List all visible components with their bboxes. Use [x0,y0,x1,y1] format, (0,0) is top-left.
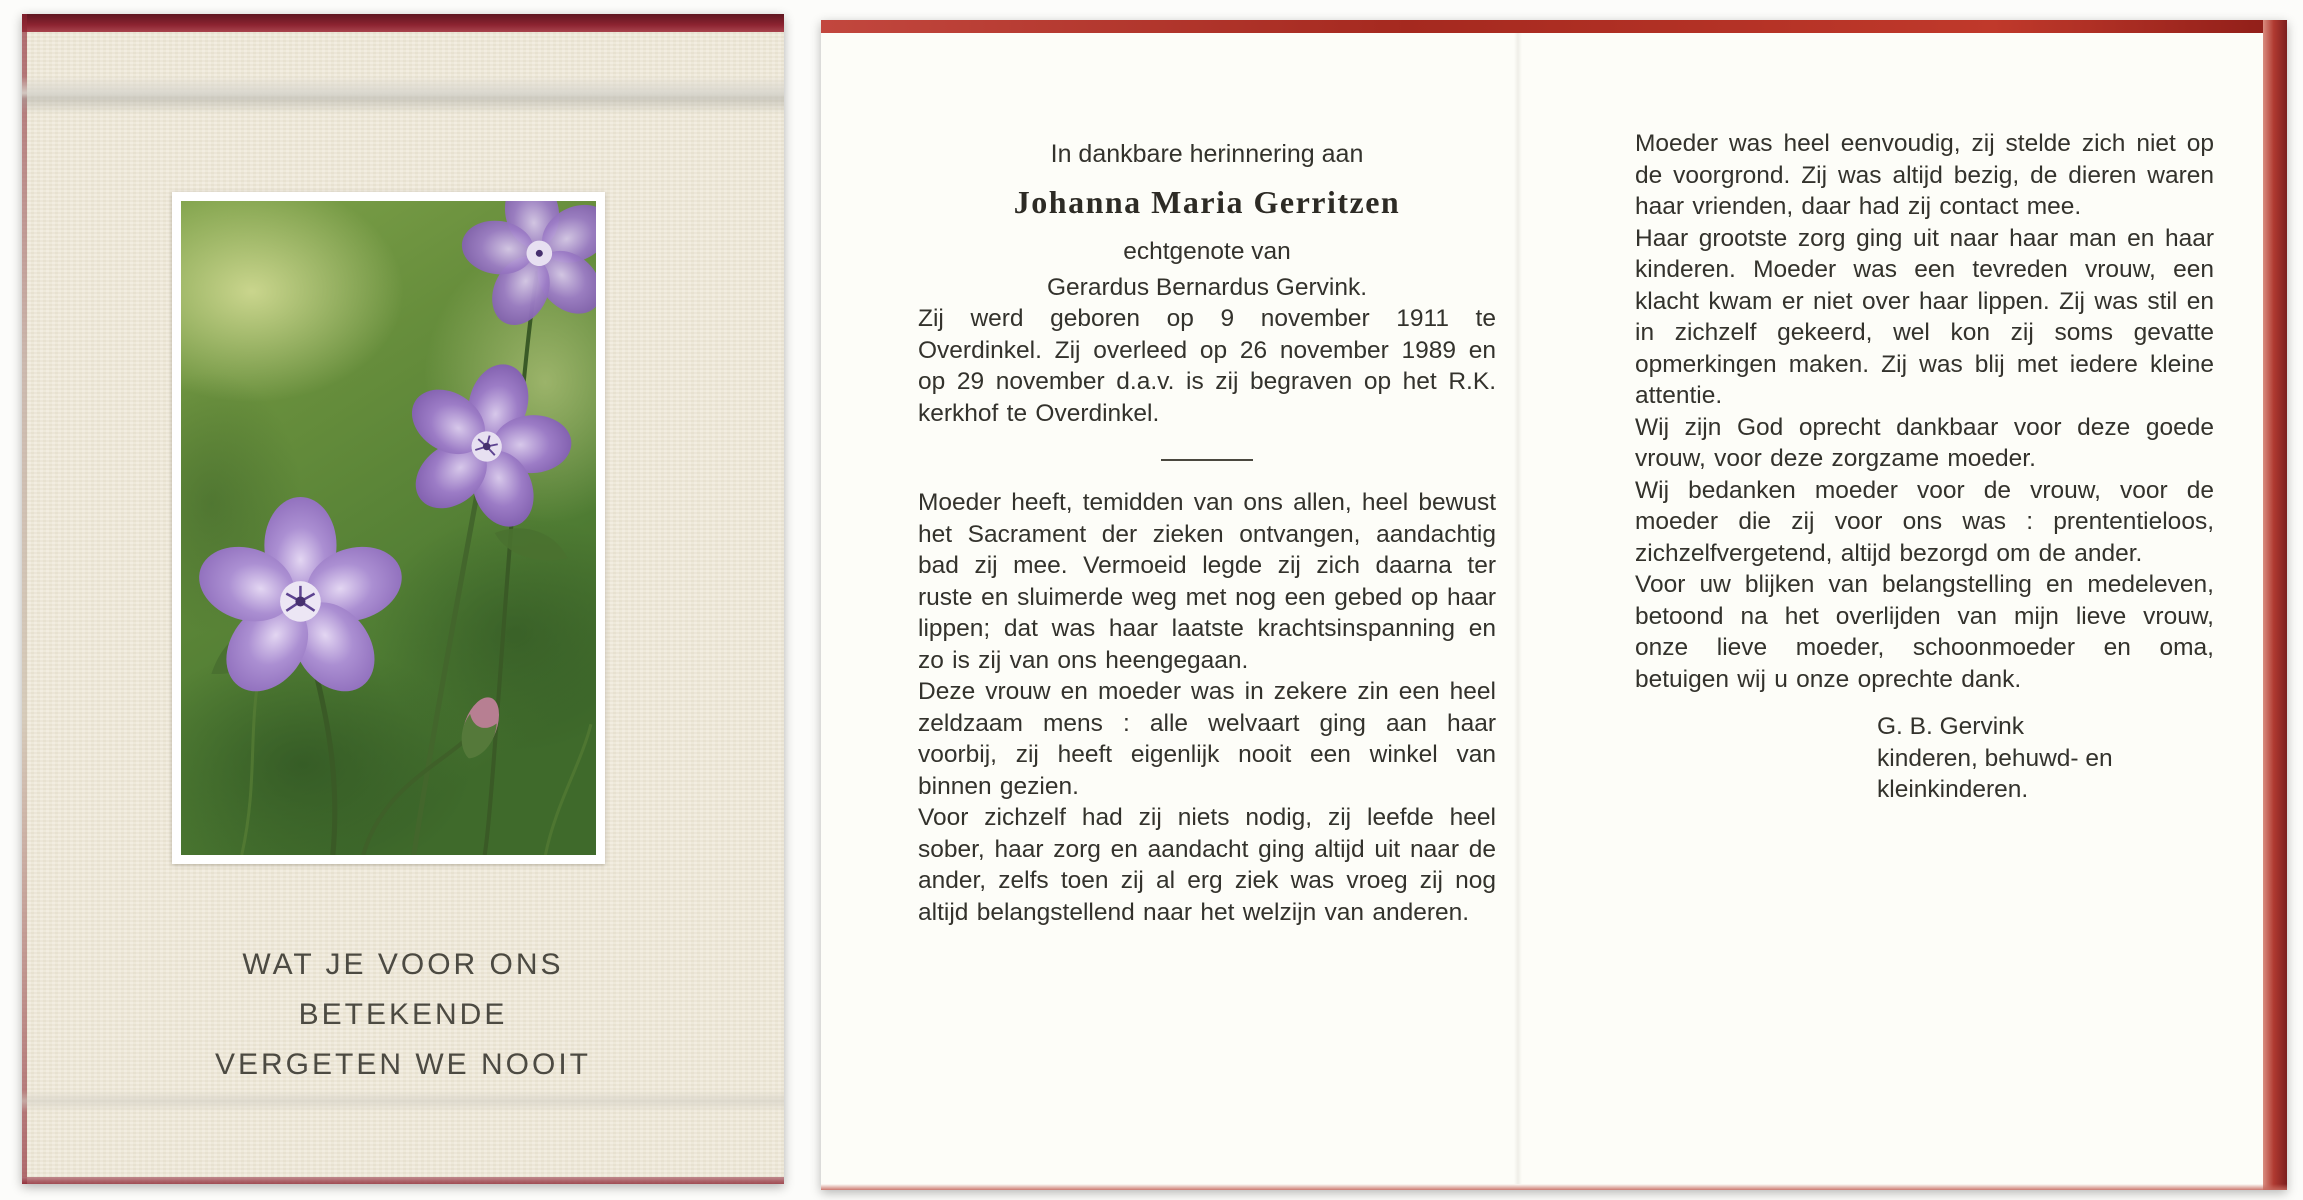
spouse-name: Gerardus Bernardus Gervink. [1047,273,1367,301]
text-column-right [1635,128,2214,806]
memorial-intro: In dankbare herinnering aan [1050,140,1364,168]
cover-caption [22,940,784,1090]
memorial-paragraph: Haar grootste zorg ging uit naar haar man en haar kinderen. Moeder was een tevreden vrouw, een klacht kwam er niet over haar lippen. Zij was stil en in zichzelf gekeerd, wel kon zij soms gevatte opmerkingen maken. Zij was blij met iedere kleine attentie. [1635,224,2214,409]
inner-bottom-red-edge [821,1184,2287,1190]
cover-caption-line2: BETEKENDE [298,998,508,1031]
page-fold-shadow [1514,33,1522,1184]
memorial-paragraph: Voor zichzelf had zij niets nodig, zij leefde heel sober, haar zorg en aandacht ging altijd uit naar de ander, zelfs toen zij al erg ziek was vroeg zij nog altijd belangstellend naar het welzijn van anderen. [918,804,1496,926]
signature-name: G. B. Gervink [1877,713,2025,740]
signature-block [1635,711,2214,806]
inner-pages [821,20,2287,1190]
signature-line2: kinderen, behuwd- en [1877,744,2113,772]
section-divider [1161,459,1253,461]
text-column-left [918,139,1496,928]
flower-photo [172,192,605,864]
memorial-paragraph: Wij zijn God oprecht dankbaar voor deze goede vrouw, voor deze zorgzame moeder. [1635,413,2214,472]
cover-caption-line1: WAT JE VOOR ONS [242,948,564,981]
cover-caption-line3: VERGETEN WE NOOIT [214,1048,592,1081]
deceased-name: Johanna Maria Gerritzen [1013,183,1401,220]
flower-photo-illustration [181,201,596,855]
memorial-paragraph: Moeder was heel eenvoudig, zij stelde zich niet op de voorgrond. Zij was altijd bezig, de dieren waren haar vrienden, daar had zij contact mee. [1635,130,2214,220]
cover-card [22,14,784,1184]
memorial-paragraph: Deze vrouw en moeder was in zekere zin een heel zeldzaam mens : alle welvaart ging aan haar voorbij, zij heeft eigenlijk nooit een winkel van binnen gezien. [918,678,1496,800]
memorial-paragraph: Moeder heeft, temidden van ons allen, heel bewust het Sacrament der zieken ontvangen, aandachtig bad zij mee. Vermoeid legde zij zich daarna ter ruste en sluimerde weg met nog een gebed op haar lippen; dat was haar laatste krachtsinspanning en zo is zij van ons heengegaan. [918,489,1496,674]
inner-top-red-edge [821,20,2287,33]
cover-top-sheen [22,76,784,114]
inner-right-red-edge [2263,20,2287,1190]
cover-bottom-sheen [22,1090,784,1112]
life-dates-paragraph: Zij werd geboren op 9 november 1911 te Overdinkel. Zij overleed op 26 november 1989 en op 29 november d.a.v. is zij begraven op het R.K. kerkhof te Overdinkel. [918,305,1496,427]
relation-label: echtgenote van [1123,238,1291,265]
memorial-paragraph: Wij bedanken moeder voor de vrouw, voor de moeder die zij voor ons was : prententieloos, zichzelfvergetend, altijd bezorgd om de ander. [1635,476,2214,567]
acknowledgement-paragraph: Voor uw blijken van belangstelling en medeleven, betoond na het overlijden van mijn lieve vrouw, onze lieve moeder, schoonmoeder en oma, betuigen wij u onze oprechte dank. [1635,571,2214,693]
signature-line3: kleinkinderen. [1877,776,2029,803]
cover-bottom-red-edge [22,1177,784,1184]
cover-top-red-edge [22,14,784,32]
